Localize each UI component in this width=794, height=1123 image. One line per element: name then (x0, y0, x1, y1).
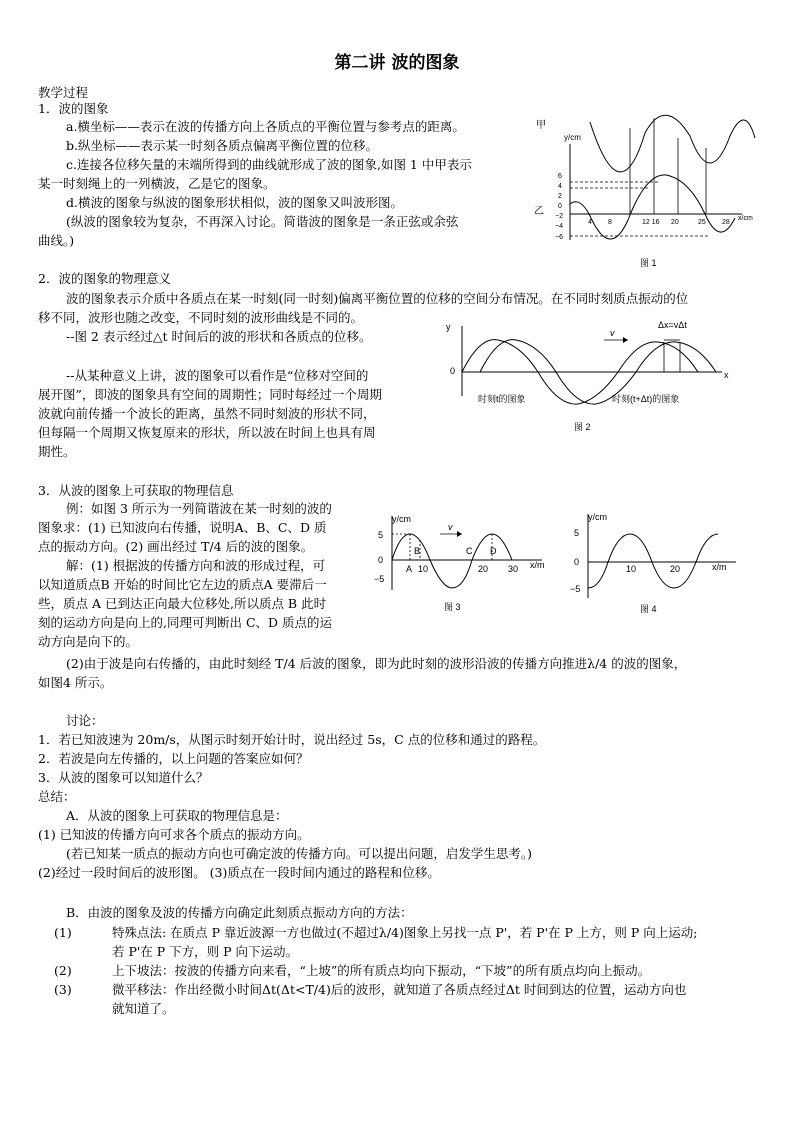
summary-A: A．从波的图象上可获取的物理信息是： (66, 808, 288, 823)
fig1-xtick: 4 (588, 219, 592, 226)
fig3-v: v (448, 522, 453, 532)
fig1-xtick: 25 (698, 219, 706, 226)
s2-p3c: 波就向前传播一个波长的距离，虽然不同时刻波的形状不同， (38, 406, 376, 421)
fig4-wave (588, 534, 718, 588)
method-2-line: 上下坡法：按波的传播方向来看，“上坡”的所有质点均向下振动，“下坡”的所有质点均向上振动。 (112, 963, 651, 978)
figure-3 (370, 510, 558, 618)
section3-heading: 3．从波的图象上可获取的物理信息 (38, 483, 234, 498)
s3-ex2: 图象求：(1) 已知波向右传播，说明A、B、C、D 质 (38, 520, 327, 535)
fig1-ylabel: y/cm (564, 133, 581, 142)
method-3-line-a: 微平移法：作出经微小时间Δt(Δt<T/4)后的波形，就知道了各质点经过Δt 时间到达的位置，运动方向也 (112, 982, 687, 997)
heading-process: 教学过程 (38, 85, 89, 100)
fig3-point-C: C (466, 546, 473, 556)
section1-heading: 1．波的图象 (38, 101, 109, 116)
s1-line-c2: 某一时刻绳上的一列横波，乙是它的图象。 (38, 176, 276, 191)
fig2-label-tdt: 时刻(t+Δt)的图象 (612, 394, 680, 404)
s3-ex3: 点的振动方向。(2) 画出经过 T/4 后的波的图象。 (38, 539, 314, 554)
fig3-y5: 5 (378, 530, 384, 540)
s1-line-c1: c.连接各位移矢量的末端所得到的曲线就形成了波的图象,如图 1 中甲表示 (66, 157, 472, 172)
discussion-heading: 讨论： (66, 713, 104, 728)
s3-sol1: 解：(1) 根据波的传播方向和波的形成过程，可 (66, 558, 326, 573)
fig3-arrow-head (457, 531, 462, 537)
method-3-number: (3) (54, 982, 72, 997)
s3-p2a: (2)由于波是向右传播的，由此时刻经 T/4 后波的图象，即为此时刻的波形沿波的传播方向推进λ/4 的波的图象， (66, 656, 687, 671)
fig1-ytick: 4 (558, 183, 562, 190)
s2-p2: --图 2 表示经过△t 时间后的波的形状和各质点的位移。 (66, 329, 372, 344)
s3-ex1: 例：如图 3 所示为一列简谐波在某一时刻的波的 (66, 501, 332, 516)
fig3-x30: 30 (508, 564, 519, 574)
s2-p3a: --从某种意义上讲，波的图象可以看作是“位移对空间的 (66, 368, 369, 383)
fig1-ytick: 0 (558, 203, 562, 210)
method-3-line-b: 就知道了。 (112, 1001, 175, 1016)
section2-heading: 2．波的图象的物理意义 (38, 271, 171, 286)
s2-p3d: 但每隔一个周期又恢复原来的形状，所以波在时间上也具有周 (38, 425, 376, 440)
fig3-ym5: −5 (374, 574, 385, 584)
method-2-number: (2) (54, 963, 72, 978)
fig2-origin: 0 (450, 366, 456, 376)
fig2-ylabel: y (446, 322, 451, 332)
fig1-ytick: 6 (558, 173, 562, 180)
figure-4 (570, 508, 746, 620)
fig4-caption: 图 4 (640, 604, 657, 614)
fig1-ytick: −2 (555, 213, 563, 220)
fig1-xtick: 8 (608, 219, 612, 226)
summary-A23: (2)经过一段时间后的波形图。 (3)质点在一段时间内通过的路程和位移。 (38, 865, 440, 880)
fig3-x20: 20 (478, 564, 489, 574)
figure-2 (440, 316, 740, 438)
s2-p3e: 期性。 (38, 444, 76, 459)
fig1-xtick: 28 (722, 219, 730, 226)
fig4-x10: 10 (626, 564, 637, 574)
fig3-point-D: D (490, 546, 497, 556)
fig3-point-B: B (414, 546, 421, 556)
summary-heading: 总结： (38, 789, 76, 804)
summary-A1-note: (若已知某一质点的振动方向也可确定波的传播方向。可以提出问题，启发学生思考。) (66, 846, 533, 861)
s1-line-e2: 曲线。) (38, 233, 75, 248)
page-title: 第二讲 波的图象 (334, 53, 460, 73)
discussion-q3: 3．从波的图象可以知道什么？ (38, 770, 209, 785)
s3-sol2: 以知道质点B 开始的时间比它左边的质点A 要滞后一 (38, 577, 327, 592)
fig4-xlabel: x/m (712, 562, 727, 572)
summary-A1: (1) 已知波的传播方向可求各个质点的振动方向。 (38, 827, 310, 842)
fig1-label-yi: 乙 (534, 206, 544, 217)
fig2-caption: 图 2 (574, 422, 591, 432)
s2-p1b: 移不同，波形也随之改变，不同时刻的波形曲线是不同的。 (38, 310, 364, 325)
method-1-line-a: 特殊点法: 在质点 P 靠近波源一方也做过(不超过λ/4)图象上另找一点 P'，若 P'在 P 上方，则 P 向上运动; (112, 925, 698, 940)
fig4-ylabel: y/cm (588, 512, 607, 522)
fig1-ytick: 2 (558, 193, 562, 200)
fig4-ym5: −5 (570, 584, 581, 594)
fig2-label-t: 时刻t的图象 (478, 394, 526, 404)
fig1-rope-curve (590, 115, 755, 172)
s2-p1a: 波的图象表示介质中各质点在某一时刻(同一时刻)偏离平衡位置的位移的空间分布情况。在不同时刻质点振动的位 (66, 291, 689, 306)
fig3-ylabel: y/cm (392, 514, 411, 524)
discussion-q2: 2．若波是向左传播的，以上问题的答案应如何？ (38, 751, 309, 766)
fig4-y0: 0 (574, 557, 580, 567)
s2-p3b: 展开图”，即波的图象具有空间的周期性；同时每经过一个周期 (38, 387, 382, 402)
summary-B: B．由波的图象及波的传播方向确定此刻质点振动方向的方法： (66, 905, 413, 920)
fig4-x20: 20 (670, 564, 681, 574)
fig2-v: v (610, 328, 615, 338)
s1-line-a: a.横坐标——表示在波的传播方向上各质点的平衡位置与参考点的距离。 (66, 119, 465, 134)
method-1-line-b: 若 P'在 P 下方，则 P 向下运动。 (112, 944, 299, 959)
fig2-xlabel: x (724, 370, 729, 380)
method-1-number: (1) (54, 925, 72, 940)
discussion-q1: 1．若已知波速为 20m/s，从图示时刻开始计时，说出经过 5s，C 点的位移和通过的路程。 (38, 732, 546, 747)
s1-line-d: d.横波的图象与纵波的图象形状相似，波的图象又叫波形图。 (66, 195, 403, 210)
s3-p2b: 如图4 所示。 (38, 675, 113, 690)
fig3-x10: 10 (418, 564, 429, 574)
fig3-y0: 0 (378, 555, 384, 565)
s3-sol3: 些，质点 A 已到达正向最大位移处,所以质点 B 此时 (38, 596, 327, 611)
fig1-xlabel: x/cm (738, 215, 753, 222)
fig3-xlabel: x/m (530, 560, 545, 570)
fig1-label-jia: 甲 (536, 120, 546, 131)
figure-1 (530, 108, 760, 270)
fig1-ytick: −6 (555, 234, 563, 241)
fig2-arrow-head (623, 337, 628, 343)
fig2-dx: Δx=vΔt (658, 320, 687, 330)
fig3-point-A: A (406, 564, 413, 574)
s3-sol4: 刻的运动方向是向上的,同理可判断出 C、D 质点的运 (38, 615, 333, 630)
fig1-xtick: 12 16 (642, 219, 660, 226)
fig1-xtick: 20 (671, 219, 679, 226)
fig3-caption: 图 3 (444, 602, 461, 612)
fig1-caption: 图 1 (640, 258, 657, 268)
fig1-ytick: −4 (555, 223, 563, 230)
s3-sol5: 动方向是向下的。 (38, 634, 139, 649)
s1-line-e1: (纵波的图象较为复杂，不再深入讨论。简谐波的图象是一条正弦或余弦 (66, 214, 459, 229)
s1-line-b: b.纵坐标——表示某一时刻各质点偏离平衡位置的位移。 (66, 138, 378, 153)
fig4-y5: 5 (574, 528, 580, 538)
fig1-wave-curve (570, 175, 735, 239)
